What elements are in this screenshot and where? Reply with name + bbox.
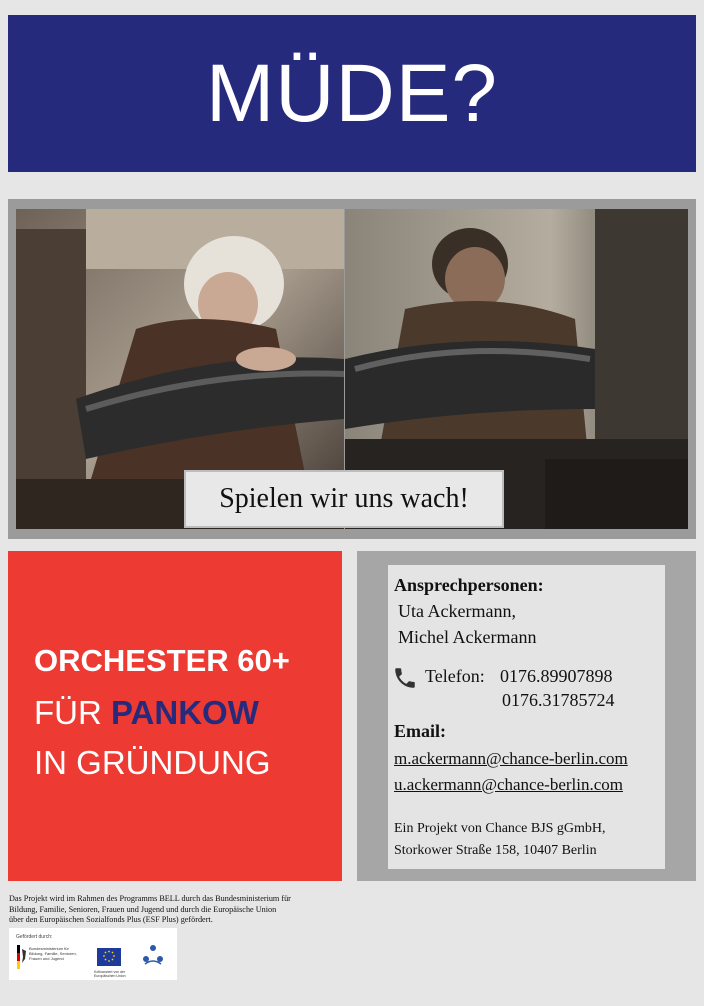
email-heading: Email: — [394, 721, 446, 741]
eu-flag-icon — [97, 948, 121, 966]
orchestra-location — [34, 694, 259, 732]
email-link-2[interactable]: u.ackermann@chance-berlin.com — [394, 775, 623, 794]
program-logo-icon — [141, 944, 165, 966]
orchestra-title: ORCHESTER 60+ — [34, 643, 290, 678]
ministry-logo-text: Bundesministerium für Bildung, Familie, Senioren, Frauen und Jugend — [29, 946, 77, 961]
phone-number-1: 0176.89907898 — [500, 666, 613, 686]
funding-notice — [9, 894, 349, 926]
email-link-1[interactable]: m.ackermann@chance-berlin.com — [394, 749, 628, 768]
contact-heading: Ansprechpersonen: — [394, 575, 544, 595]
phone-label: Telefon: — [425, 666, 485, 686]
orchestra-status: IN GRÜNDUNG — [34, 744, 271, 781]
contact-frame — [357, 551, 696, 881]
funding-line-1: Das Projekt wird im Rahmen des Programms BELL durch das Bundesministerium für — [9, 894, 291, 903]
tagline-caption: Spielen wir uns wach! — [184, 470, 504, 528]
funding-line-2: Bildung, Familie, Senioren, Frauen und Jugend und durch die Europäische Union — [9, 904, 277, 914]
phone-icon — [392, 665, 418, 691]
contact-person-2: Michel Ackermann — [398, 627, 537, 647]
location-prefix: FÜR — [34, 694, 102, 731]
phone-number-2: 0176.31785724 — [502, 690, 615, 710]
federal-eagle-icon — [17, 945, 27, 969]
funding-line-3: über den Europäischen Sozialfonds Plus (ESF Plus) gefördert. — [9, 915, 213, 924]
funding-logos — [9, 928, 177, 980]
header-banner — [8, 15, 696, 172]
contact-person-1: Uta Ackermann, — [398, 601, 516, 621]
page-title: MÜDE? — [205, 47, 499, 139]
project-info-line-1: Ein Projekt von Chance BJS gGmbH, — [394, 821, 606, 836]
orchestra-panel — [8, 551, 342, 881]
eu-logo-text: Kofinanziert von der Europäischen Union — [94, 970, 126, 978]
funded-by-label: Gefördert durch: — [16, 934, 53, 940]
contact-card — [388, 565, 665, 869]
location-highlight: PANKOW — [111, 694, 259, 731]
project-info-line-2: Storkower Straße 158, 10407 Berlin — [394, 843, 597, 858]
